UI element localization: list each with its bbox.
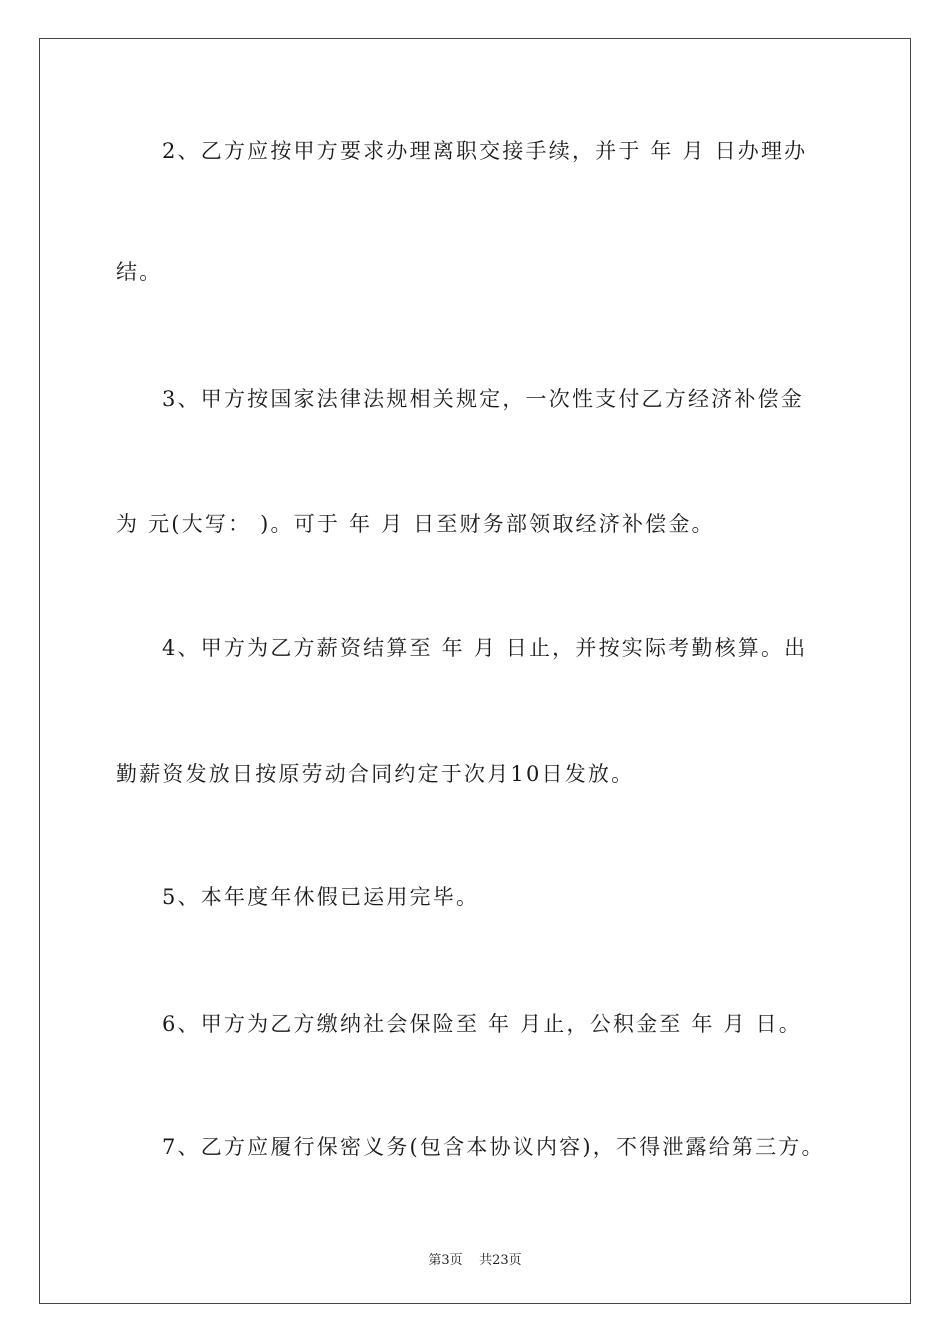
clause-2-line-2: 结。 [116,260,163,284]
clause-3-line-2: 为 元(大写： )。可于 年 月 日至财务部领取经济补偿金。 [116,512,715,536]
clause-2-line-1: 2、乙方应按甲方要求办理离职交接手续，并于 年 月 日办理办 [162,139,808,163]
clause-6-line-1: 6、甲方为乙方缴纳社会保险至 年 月止，公积金至 年 月 日。 [162,1012,802,1036]
clause-7-line-1: 7、乙方应履行保密义务(包含本协议内容)，不得泄露给第三方。 [162,1135,825,1159]
clause-4-line-2: 勤薪资发放日按原劳动合同约定于次月10日发放。 [116,762,635,786]
page-number-footer: 第3页 共23页 [428,1253,522,1268]
clause-3-line-1: 3、甲方按国家法律法规相关规定，一次性支付乙方经济补偿金 [162,387,804,411]
page-frame [39,38,911,1304]
clause-5-line-1: 5、本年度年休假已运用完毕。 [162,885,480,909]
clause-4-line-1: 4、甲方为乙方薪资结算至 年 月 日止，并按实际考勤核算。出 [162,636,808,660]
